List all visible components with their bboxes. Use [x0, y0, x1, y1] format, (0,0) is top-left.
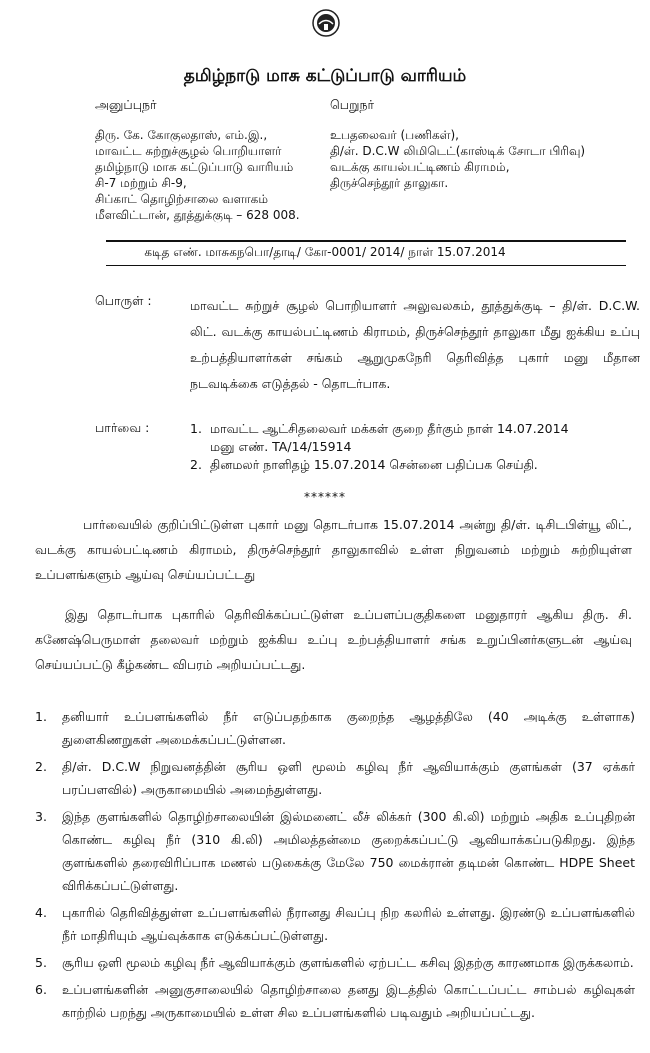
address-line: சிப்காட் தொழிற்சாலை வளாகம்	[95, 192, 269, 206]
receiver-address	[330, 127, 585, 191]
divider	[106, 240, 626, 242]
finding-item	[35, 805, 635, 897]
reference-text: தினமலர் நாளிதழ் 15.07.2014 சென்னை பதிப்பக செய்தி.	[210, 457, 538, 472]
finding-text: இந்த குளங்களில் தொழிற்சாலையின் இல்மனைட் லீச் லிக்கர் (300 கி.லி) மற்றும் அதிக உப்புதிறன் கொண்ட கழிவு நீர் (310 கி.லி) அமிலத்தன்மை குறைக்கப்பட்டு ஆவியாக்கப்படுகிறது. இந்த குளங்களில் தரைவிரிப்பாக மணல் படுகைக்கு மேலே 750 மைக்ரான் தடிமன் கொண்ட HDPE Sheet விரிக்கப்பட்டுள்ளது.	[62, 809, 635, 893]
divider	[106, 265, 626, 266]
section-separator: ******	[304, 490, 346, 504]
address-line: சி-7 மற்றும் சி-9,	[95, 176, 187, 190]
subject-text: மாவட்ட சுற்றுச் சூழல் பொறியாளர் அலுவலகம், தூத்துக்குடி – தி/ள். D.C.W. லிட். வடக்கு காயல்பட்டிணம் கிராமம், திருச்செந்தூர் தாலுகா மீது ஐக்கிய உப்பு உற்பத்தியாளர்கள் சங்கம் ஆறுமுகநேரி தெரிவித்த புகார் மனு மீதான நடவடிக்கை எடுத்தல் - தொடர்பாக.	[190, 298, 640, 391]
finding-number: 3.	[35, 809, 47, 824]
finding-text: புகாரில் தெரிவித்துள்ள உப்பளங்களில் நீரானது சிவப்பு நிற கலரில் உள்ளது. இரண்டு உப்பளங்களில் நீர் மாதிரியும் ஆய்வுக்காக எடுக்கப்பட்டுள்ளது.	[62, 905, 636, 943]
finding-item	[35, 951, 635, 974]
address-line: மீளவிட்டான், தூத்துக்குடி – 628 008.	[95, 208, 300, 222]
paragraph-text: பார்வையில் குறிப்பிட்டுள்ள புகார் மனு தொடர்பாக 15.07.2014 அன்று தி/ள். டிசிடபிள்யூ லிட், வடக்கு காயல்பட்டிணம் கிராமம், திருச்செந்தூர் தாலுகாவில் உள்ள நிறுவனம் மற்றும் சுற்றியுள்ள உப்பளங்களும் ஆய்வு செய்யப்பட்டது	[35, 517, 632, 582]
reference-number: 2.	[190, 457, 202, 472]
letter-reference: கடித எண். மாசுகநபொ/தாடி/ கோ-0001/ 2014/ நாள் 15.07.2014	[144, 245, 506, 259]
body-paragraph	[35, 512, 632, 587]
finding-text: உப்பளங்களின் அனுகுசாலையில் தொழிற்சாலை தனது இடத்தில் கொட்டப்பட்ட சாம்பல் கழிவுகள் காற்றில் பறந்து அருகாமையில் உள்ள சில உப்பளங்களில் படிவதும் அறியப்பட்டது.	[62, 982, 635, 1020]
organization-title: தமிழ்நாடு மாசு கட்டுப்பாடு வாரியம்	[183, 66, 467, 86]
finding-number: 1.	[35, 709, 47, 724]
reference-item	[190, 420, 630, 438]
finding-item	[35, 978, 635, 1024]
findings-list	[35, 705, 635, 1028]
address-line: வடக்கு காயல்பட்டிணம் கிராமம்,	[330, 160, 510, 174]
finding-number: 2.	[35, 759, 47, 774]
reference-item	[190, 456, 630, 474]
reference-text: மாவட்ட ஆட்சிதலைவர் மக்கள் குறை தீர்கும் நாள் 14.07.2014	[210, 421, 569, 436]
body-paragraph	[35, 602, 632, 677]
finding-number: 6.	[35, 982, 47, 997]
subject-label: பொருள் :	[95, 293, 152, 308]
address-line: உபதலைவர் (பணிகள்),	[330, 128, 459, 142]
finding-text: தனியார் உப்பளங்களில் நீர் எடுப்பதற்காக குறைந்த ஆழத்திலே (40 அடிக்கு உள்ளாக) துளைகிணறுகள் அமைக்கப்பட்டுள்ளன.	[62, 709, 635, 747]
reference-subtext: மனு எண். TA/14/15914	[210, 439, 352, 454]
reference-number: 1.	[190, 421, 202, 436]
tnpcb-emblem-icon	[311, 8, 341, 38]
address-line: திரு. கே. கோகுலதாஸ், எம்.இ.,	[95, 128, 268, 142]
finding-item	[35, 901, 635, 947]
references-list	[190, 420, 630, 474]
paragraph-text: இது தொடர்பாக புகாரில் தெரிவிக்கப்பட்டுள்ள உப்பளப்பகுதிகளை மனுதாரர் ஆகிய திரு. சி. கணேஷ்பெருமாள் தலைவர் மற்றும் ஐக்கிய உப்பு உற்பத்தியாளர் சங்க உறுப்பினர்களுடன் ஆய்வு செய்யப்பட்டு கீழ்கண்ட விபரம் அறியப்பட்டது.	[35, 607, 632, 672]
finding-text: சூரிய ஒளி மூலம் கழிவு நீர் ஆவியாக்கும் குளங்களில் ஏற்பட்ட கசிவு இதற்கு காரணமாக இருக்கலாம்.	[62, 955, 634, 970]
references-label: பார்வை :	[95, 420, 150, 435]
finding-number: 4.	[35, 905, 47, 920]
address-line: தமிழ்நாடு மாசு கட்டுப்பாடு வாரியம்	[95, 160, 294, 174]
sender-address	[95, 127, 300, 223]
receiver-heading: பெறுநர்	[330, 97, 375, 112]
address-line: திருச்செந்தூர் தாலுகா.	[330, 176, 449, 190]
address-line: தி/ள். D.C.W லிமிடெட்(காஸ்டிக் சோடா பிரிவு)	[330, 144, 586, 158]
address-line: மாவட்ட சுற்றுச்சூழல் பொறியாளர்	[95, 144, 282, 158]
finding-text: தி/ள். D.C.W நிறுவனத்தின் சூரிய ஒளி மூலம் கழிவு நீர் ஆவியாக்கும் குளங்கள் (37 ஏக்கர் பரப்பளவில்) அருகாமையில் அமைந்துள்ளது.	[62, 759, 635, 797]
sender-heading: அனுப்புநர்	[95, 97, 157, 112]
finding-item	[35, 705, 635, 751]
finding-number: 5.	[35, 955, 47, 970]
finding-item	[35, 755, 635, 801]
